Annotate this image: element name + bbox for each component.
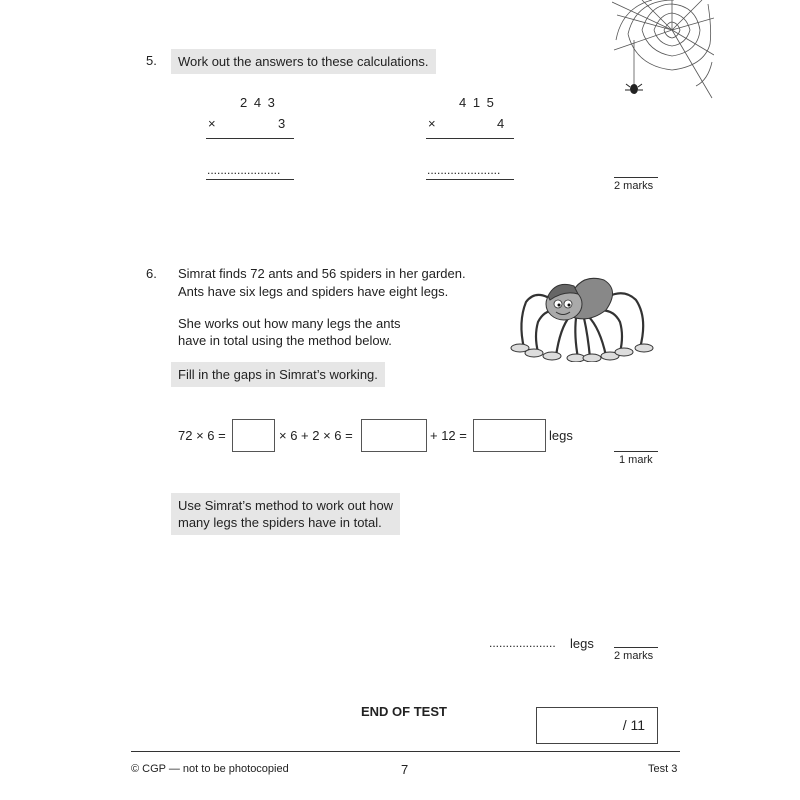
calc2-bottom-number: 4 — [497, 116, 505, 131]
score-box[interactable] — [536, 707, 658, 744]
question-6-method-line2: have in total using the method below. — [178, 333, 392, 348]
footer-rule — [131, 751, 680, 752]
instruction-2-line2: many legs the spiders have in total. — [178, 515, 382, 530]
marks-q6a: 1 mark — [619, 454, 653, 466]
question-6-instruction: Fill in the gaps in Simrat’s working. — [171, 362, 385, 387]
answer-box-1[interactable] — [232, 419, 275, 452]
marks-line-q5 — [614, 177, 658, 178]
calc2-operator: × — [428, 116, 436, 131]
calc2-answer-line — [426, 179, 514, 180]
question-6-intro-line2: Ants have six legs and spiders have eight legs. — [178, 284, 449, 299]
calc2-answer-space[interactable]: ...................... — [427, 163, 501, 177]
instruction-2-line1: Use Simrat’s method to work out how — [178, 498, 394, 513]
calc1-underline — [206, 138, 294, 139]
equation-part3: + 12 = — [430, 428, 467, 443]
calc1-top-number: 2 4 3 — [240, 95, 275, 110]
score-total: / 11 — [622, 717, 645, 733]
question-5-number: 5. — [146, 53, 157, 68]
calc2-top-number: 4 1 5 — [459, 95, 494, 110]
question-6-number: 6. — [146, 266, 157, 281]
calc1-answer-line — [206, 179, 294, 180]
footer-copyright: © CGP — not to be photocopied — [131, 763, 289, 775]
spider-web-icon — [612, 0, 714, 100]
marks-line-q6b — [614, 647, 658, 648]
spider-legs-unit: legs — [570, 636, 594, 651]
calc1-operator: × — [208, 116, 216, 131]
question-6-intro-line1: Simrat finds 72 ants and 56 spiders in her garden. — [178, 266, 466, 281]
equation-part1: 72 × 6 = — [178, 428, 226, 443]
marks-line-q6a — [614, 451, 658, 452]
question-5-instruction: Work out the answers to these calculations. — [171, 49, 436, 74]
marks-q5: 2 marks — [614, 180, 654, 192]
spider-legs-answer-space[interactable]: .................... — [489, 636, 556, 650]
marks-q6b: 2 marks — [614, 650, 654, 662]
calc1-bottom-number: 3 — [278, 116, 286, 131]
equation-part2: × 6 + 2 × 6 = — [279, 428, 353, 443]
calc1-answer-space[interactable]: ...................... — [207, 163, 281, 177]
equation-unit: legs — [549, 428, 573, 443]
answer-box-3[interactable] — [473, 419, 546, 452]
answer-box-2[interactable] — [361, 419, 427, 452]
end-of-test-label: END OF TEST — [361, 704, 447, 719]
calc2-underline — [426, 138, 514, 139]
question-6-method-line1: She works out how many legs the ants — [178, 316, 401, 331]
spider-illustration-icon — [508, 266, 658, 362]
page-number: 7 — [401, 762, 409, 777]
question-6-instruction-2 — [171, 493, 400, 535]
footer-test-label: Test 3 — [648, 763, 678, 775]
